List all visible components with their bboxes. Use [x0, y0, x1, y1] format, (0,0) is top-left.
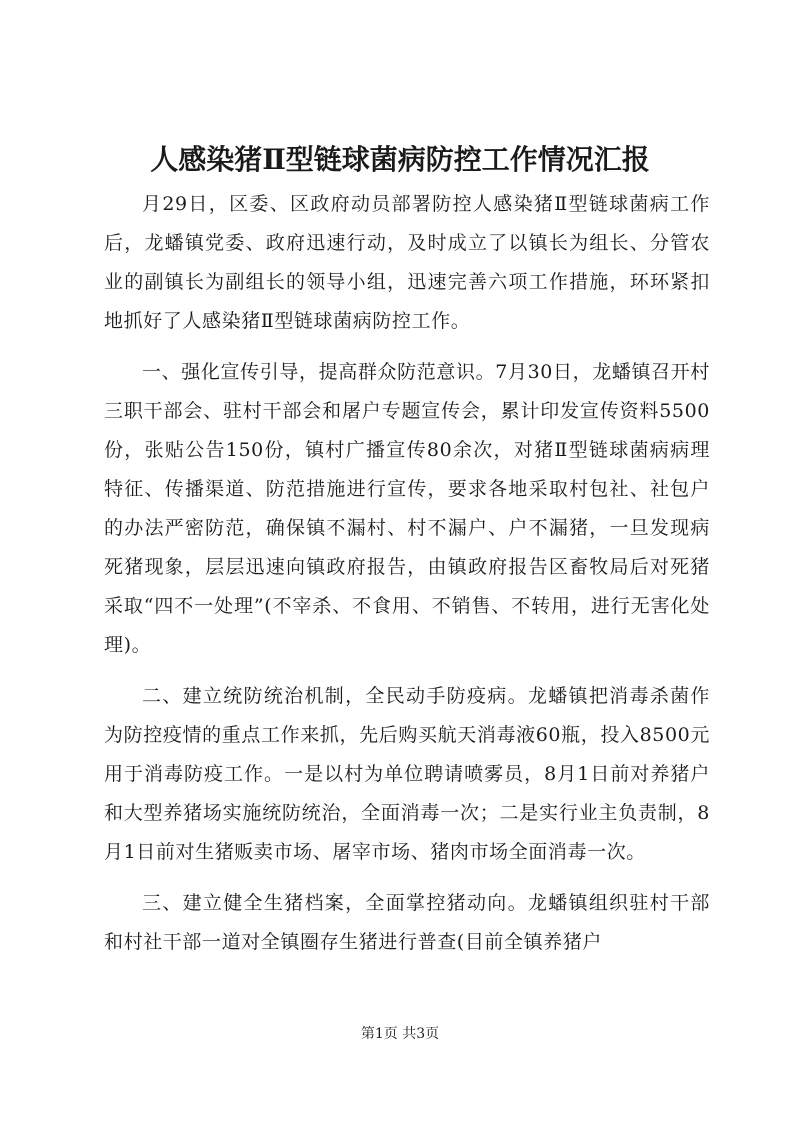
- paragraph-pig-records: 三、建立健全生猪档案，全面掌控猪动向。龙蟠镇组织驻村干部和村社干部一道对全镇圈存生猪进行普查(目前全镇养猪户: [104, 892, 710, 953]
- document-body: [104, 185, 710, 974]
- paragraph-intro: 月29日，区委、区政府动员部署防控人感染猪Ⅱ型链球菌病工作后，龙蟠镇党委、政府迅速行动，及时成立了以镇长为组长、分管农业的副镇长为副组长的领导小组，迅速完善六项工作措施，环环紧扣地抓好了人感染猪Ⅱ型链球菌病防控工作。: [104, 193, 710, 332]
- paragraph-publicity: 一、强化宣传引导，提高群众防范意识。7月30日，龙蟠镇召开村三职干部会、驻村干部会和屠户专题宣传会，累计印发宣传资料5500份，张贴公告150份，镇村广播宣传80余次，对猪Ⅱ型链球菌病病理特征、传播渠道、防范措施进行宣传，要求各地采取村包社、社包户的办法严密防范，确保镇不漏村、村不漏户、户不漏猪，一旦发现病死猪现象，层层迅速向镇政府报告，由镇政府报告区畜牧局后对死猪采取“四不一处理”(不宰杀、不食用、不销售、不转用，进行无害化处理)。: [104, 361, 710, 656]
- paragraph-disinfection: 二、建立统防统治机制，全民动手防疫病。龙蟠镇把消毒杀菌作为防控疫情的重点工作来抓，先后购买航天消毒液60瓶，投入8500元用于消毒防疫工作。一是以村为单位聘请喷雾员，8月1日前对养猪户和大型养猪场实施统防统治，全面消毒一次；二是实行业主负责制，8月1日前对生猪贩卖市场、屠宰市场、猪肉市场全面消毒一次。: [104, 685, 710, 863]
- page-footer: 第1页 共3页: [360, 1026, 440, 1042]
- document-title: 人感染猪Ⅱ型链球菌病防控工作情况汇报: [150, 143, 650, 176]
